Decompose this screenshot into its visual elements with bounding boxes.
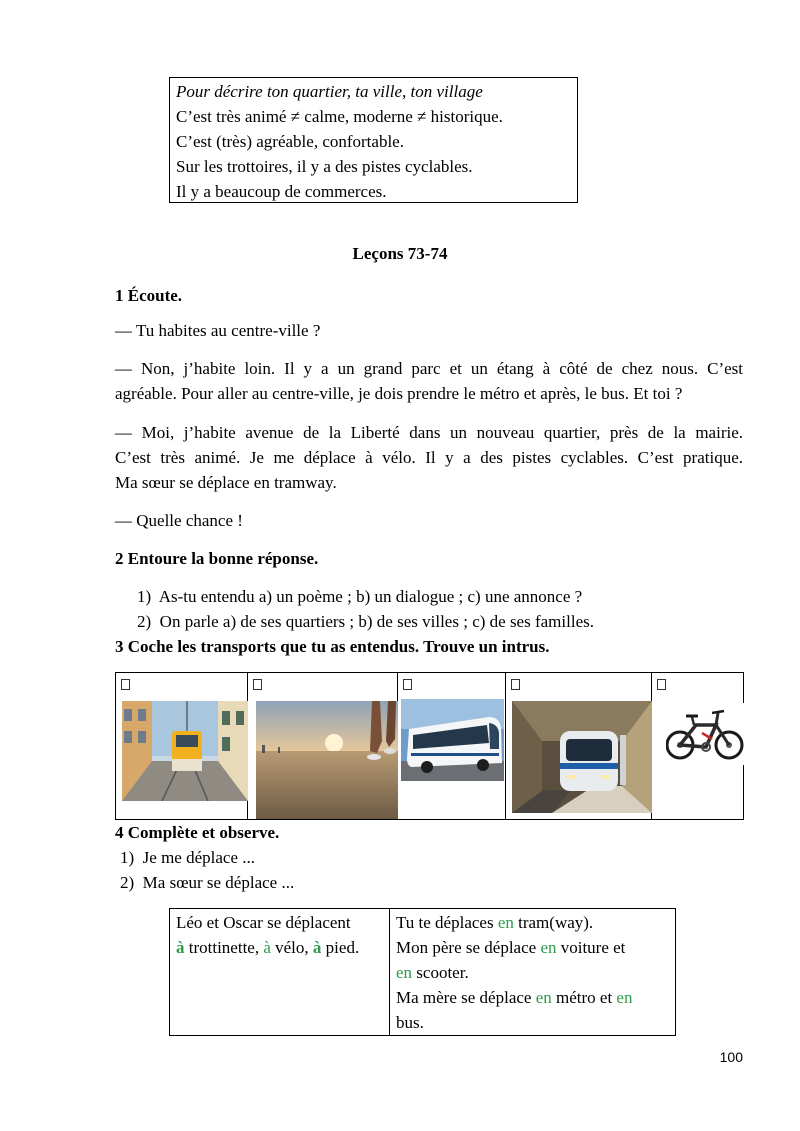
checkbox[interactable] (657, 679, 666, 690)
item-text: As-tu entendu a) un poème ; b) un dialogue ; c) une annonce ? (158, 587, 583, 606)
checkbox[interactable] (403, 679, 412, 690)
text-line: C’est très animé. Je me déplace à vélo. Il y a des pistes cyclables. C’est pratique. (115, 448, 743, 467)
ex2-heading: 2 Entoure la bonne réponse. (115, 549, 319, 568)
grammar-line (396, 985, 669, 1010)
preposition-a: à (263, 938, 271, 957)
page-number: 100 (719, 1049, 743, 1065)
grammar-cell-en (390, 909, 676, 1036)
ex4-heading: 4 Complète et observe. (115, 823, 280, 842)
grammar-line (176, 935, 383, 960)
preposition-en: en (497, 913, 514, 932)
tram-photo (122, 701, 248, 801)
item-number: 2) (137, 612, 152, 631)
item-number: 1) (120, 848, 135, 867)
preposition-a: à (312, 938, 322, 957)
bus-photo (401, 699, 504, 781)
preposition-en: en (535, 988, 552, 1007)
text-line: agréable. Pour aller au centre-ville, je dois prendre le métro et après, le bus. Et toi ? (115, 384, 683, 403)
bicycle-photo (666, 703, 744, 765)
checkbox[interactable] (511, 679, 520, 690)
text-line: — Non, j’habite loin. Il y a un grand parc et un étang à côté de chez nous. C’est (115, 359, 743, 378)
metro-photo (512, 701, 652, 813)
grammar-word: scooter. (412, 963, 469, 982)
item-text: Je me déplace ... (142, 848, 256, 867)
grammar-word: Tu te déplaces (396, 913, 498, 932)
grammar-word: Ma mère se déplace (396, 988, 536, 1007)
dialogue-line-1: — Tu habites au centre-ville ? (115, 321, 321, 340)
grammar-word: tram(way). (513, 913, 594, 932)
item-number: 2) (120, 873, 135, 892)
item-number: 1) (137, 587, 152, 606)
grammar-word: trottinette, (184, 938, 264, 957)
ex4-item-1 (120, 845, 255, 870)
transport-cell-metro (506, 673, 652, 820)
transport-cell-walking (248, 673, 398, 820)
transport-cell-bus (398, 673, 506, 820)
item-text: On parle a) de ses quartiers ; b) de ses villes ; c) de ses familles. (159, 612, 594, 631)
grammar-line: Léo et Oscar se déplacent (176, 913, 351, 932)
preposition-en: en (540, 938, 557, 957)
grammar-line (396, 910, 669, 935)
transport-image-table (115, 672, 744, 820)
item-text: Ma sœur se déplace ... (142, 873, 295, 892)
grammar-word: métro et (551, 988, 617, 1007)
grammar-cell-a (170, 909, 390, 1036)
preposition-en: en (396, 963, 413, 982)
ex4-item-2 (120, 870, 294, 895)
checkbox[interactable] (121, 679, 130, 690)
grammar-line (396, 935, 669, 960)
ex2-item-1 (137, 584, 582, 609)
grammar-table (169, 908, 676, 1036)
grammar-line: bus. (396, 1013, 424, 1032)
ex3-heading: 3 Coche les transports que tu as entendus. Trouve un intrus. (115, 637, 550, 656)
vocab-line: C’est (très) agréable, confortable. (176, 132, 404, 151)
vocab-line: Sur les trottoires, il y a des pistes cyclables. (176, 157, 473, 176)
grammar-word: vélo, (270, 938, 313, 957)
vocab-box-title: Pour décrire ton quartier, ta ville, ton village (176, 82, 483, 101)
text-line: — Moi, j’habite avenue de la Liberté dans un nouveau quartier, près de la mairie. (115, 423, 743, 442)
grammar-word: pied. (321, 938, 360, 957)
dialogue-line-3 (115, 420, 743, 495)
dialogue-line-4: — Quelle chance ! (115, 511, 243, 530)
grammar-word: Mon père se déplace (396, 938, 541, 957)
walking-feet-photo (256, 701, 398, 819)
grammar-line (396, 960, 669, 985)
vocab-line: Il y a beaucoup de commerces. (176, 182, 387, 201)
ex1-heading: 1 Écoute. (115, 286, 183, 305)
transport-cell-tram (116, 673, 248, 820)
vocab-box (169, 77, 578, 203)
text-line: Ma sœur se déplace en tramway. (115, 473, 337, 492)
preposition-en: en (616, 988, 633, 1007)
preposition-a: à (176, 938, 185, 957)
transport-cell-bicycle (652, 673, 744, 820)
checkbox[interactable] (253, 679, 262, 690)
grammar-word: voiture et (556, 938, 626, 957)
dialogue-line-2 (115, 356, 743, 406)
lesson-title: Leçons 73-74 (352, 244, 448, 263)
vocab-line: C’est très animé ≠ calme, moderne ≠ historique. (176, 107, 503, 126)
ex2-item-2 (137, 609, 594, 634)
